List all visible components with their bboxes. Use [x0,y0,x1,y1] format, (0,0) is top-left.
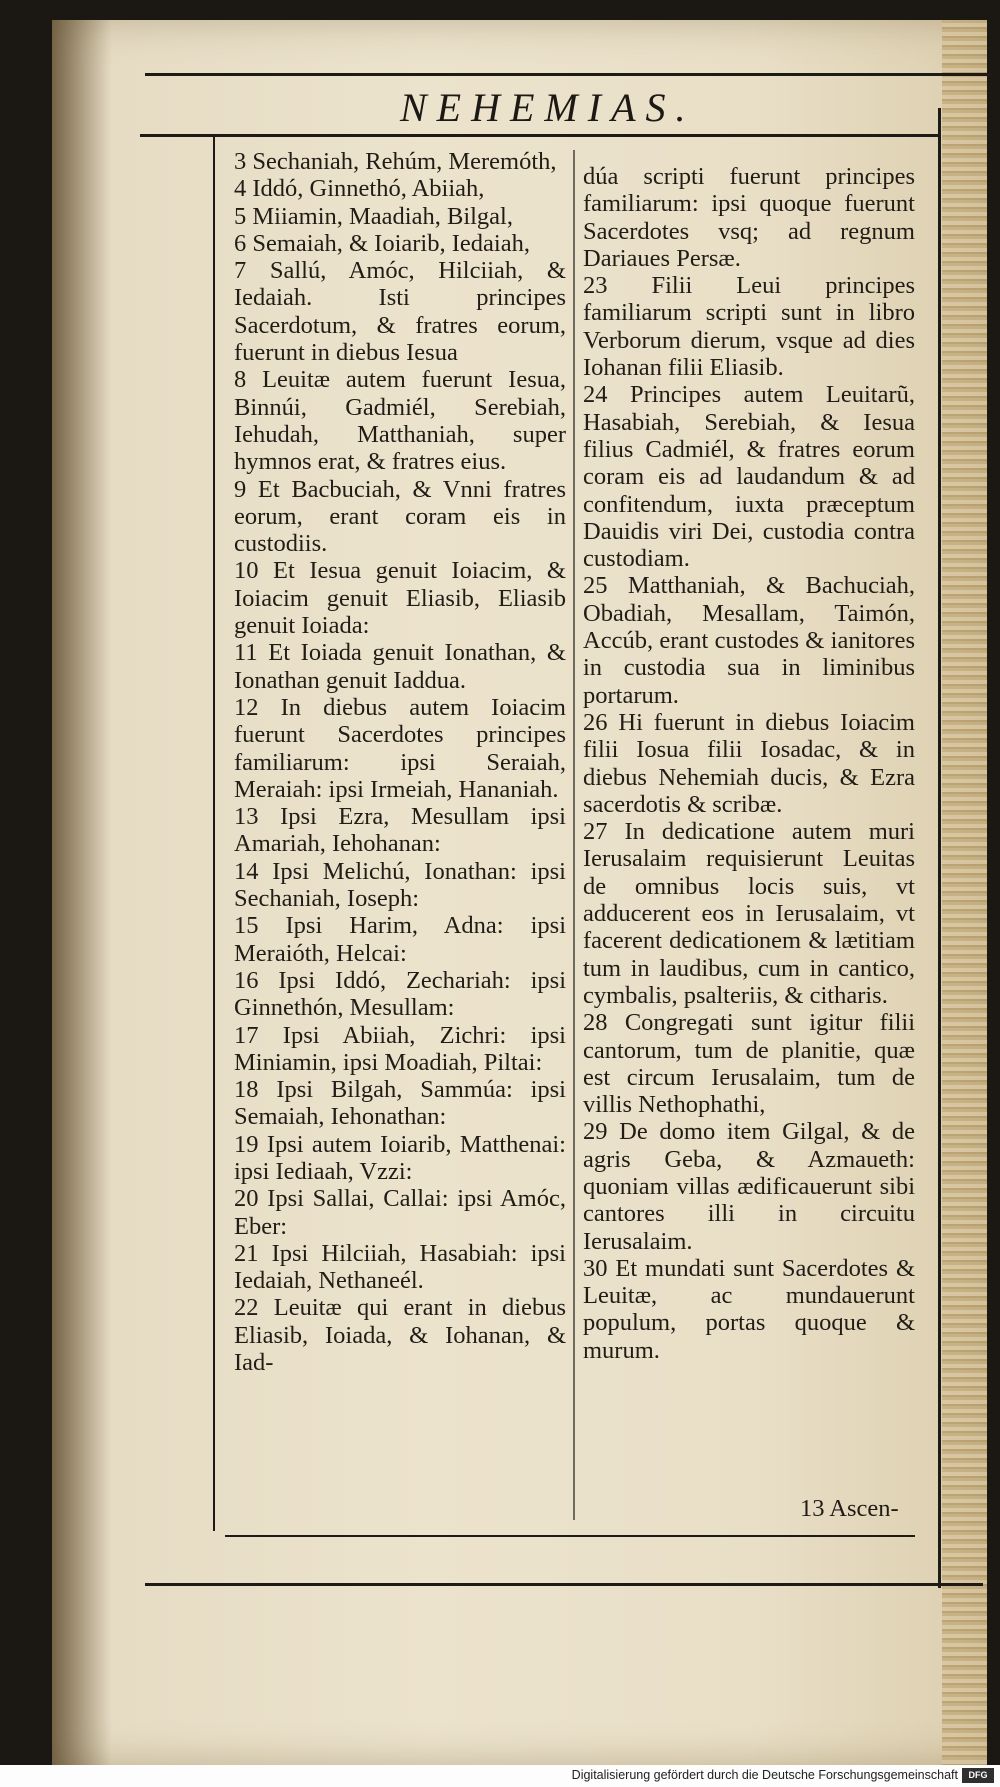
funding-notice: Digitalisierung gefördert durch die Deutsche Forschungsgemeinschaft [571,1768,958,1782]
dfg-logo-icon: DFG [962,1768,994,1783]
verse: 21 Ipsi Hilciiah, Hasabiah: ipsi Iedaiah, Nethaneél. [234,1239,566,1295]
verse: 29 De domo item Gilgal, & de agris Geba, & Azmaueth: quoniam villas ædificauerunt sibi cantores illi in circuitu Ierusalaim. [583,1118,915,1255]
right-text-column [583,163,915,1364]
verse: 25 Matthaniah, & Bachuciah, Obadiah, Mesallam, Taimón, Accúb, erant custodes & ianitores in custodia sua in liminibus portarum. [583,572,915,709]
gutter-shadow [52,20,112,1765]
verse: 3 Sechaniah, Rehúm, Meremóth, [234,148,557,175]
verse: 26 Hi fuerunt in diebus Ioiacim filii Iosua filii Iosadac, & in diebus Nehemiah ducis, & Ezra sacerdotis & scribæ. [583,708,915,818]
verse: 24 Principes autem Leuitarũ, Hasabiah, Serebiah, & Iesua filius Cadmiél, & fratres eorum coram eis ad laudandum & ad confitendum, iuxta præceptum Dauidis viri Dei, custodia contra custodiam. [583,381,915,573]
right-frame-rule [938,108,941,1588]
verse: 19 Ipsi autem Ioiarib, Matthenai: ipsi Iediaah, Vzzi: [234,1130,566,1185]
header-rule-bottom [140,134,940,137]
verse: 20 Ipsi Sallai, Callai: ipsi Amóc, Eber: [234,1185,566,1240]
verse: 9 Et Bacbuciah, & Vnni fratres eorum, erant coram eis in custodiis. [234,475,566,558]
bottom-rule [225,1535,915,1537]
header-rule-top [145,73,993,76]
verse: 13 Ipsi Ezra, Mesullam ipsi Amariah, Iehohanan: [234,803,566,858]
verse: 23 Filii Leui principes familiarum scripti sunt in libro Verborum dierum, vsque ad dies Iohanan filii Eliasib. [583,272,915,382]
verse: 8 Leuitæ autem fuerunt Iesua, Binnúi, Gadmiél, Serebiah, Iehudah, Matthaniah, super hymnos erat, & fratres eius. [234,366,566,476]
verse: 15 Ipsi Harim, Adna: ipsi Meraióth, Helcai: [234,912,566,967]
verse: dúa scripti fuerunt principes familiarum: ipsi quoque fuerunt Sacerdotes vsq; ad regnum Dariaues Persæ. [583,163,915,272]
verse: 17 Ipsi Abiiah, Zichri: ipsi Miniamin, ipsi Moadiah, Piltai: [234,1021,566,1076]
verse: 11 Et Ioiada genuit Ionathan, & Ionathan genuit Iaddua. [234,639,566,694]
verse: 27 In dedicatione autem muri Ierusalaim requisierunt Leuitas de omnibus locis suis, vt adducerent eos in Ierusalaim, vt facerent dedicationem & lætitiam tum in laudibus, cum in cantico, cymbalis, psalteriis, & citharis. [583,818,915,1009]
verse: 7 Sallú, Amóc, Hilciiah, & Iedaiah. Isti principes Sacerdotum, & fratres eorum, fuerunt in diebus Iesua [234,257,566,367]
running-head: NEHEMIAS. [400,85,696,130]
verse: 10 Et Iesua genuit Ioiacim, & Ioiacim genuit Eliasib, Eliasib genuit Ioiada: [234,557,566,640]
digitization-footer [0,1765,1000,1787]
page-edges [942,20,987,1765]
verse: 5 Miiamin, Maadiah, Bilgal, [234,202,513,230]
verse: 16 Ipsi Iddó, Zechariah: ipsi Ginnethón, Mesullam: [234,966,566,1022]
left-text-column [234,148,566,1376]
verse: 14 Ipsi Melichú, Ionathan: ipsi Sechaniah, Ioseph: [234,857,566,913]
verse: 12 In diebus autem Ioiacim fuerunt Sacerdotes principes familiarum: ipsi Seraiah, Meraiah: ipsi Irmeiah, Hananiah. [234,693,566,803]
bottom-frame-rule [145,1583,983,1586]
left-frame-rule [213,136,215,1531]
verse: 18 Ipsi Bilgah, Sammúa: ipsi Semaiah, Iehonathan: [234,1076,566,1131]
verse: 6 Semaiah, & Ioiarib, Iedaiah, [234,229,530,257]
catchword: 13 Ascen- [800,1495,899,1522]
verse: 4 Iddó, Ginnethó, Abiiah, [234,175,485,203]
verse: 22 Leuitæ qui erant in diebus Eliasib, Ioiada, & Iohanan, & Iad- [234,1294,566,1377]
verse: 28 Congregati sunt igitur filii cantorum, tum de planitie, quæ est circum Ierusalaim, tum de villis Nethophathi, [583,1009,915,1119]
verse: 30 Et mundati sunt Sacerdotes & Leuitæ, ac mundauerunt populum, portas quoque & murum. [583,1254,915,1364]
column-divider [573,150,575,1520]
